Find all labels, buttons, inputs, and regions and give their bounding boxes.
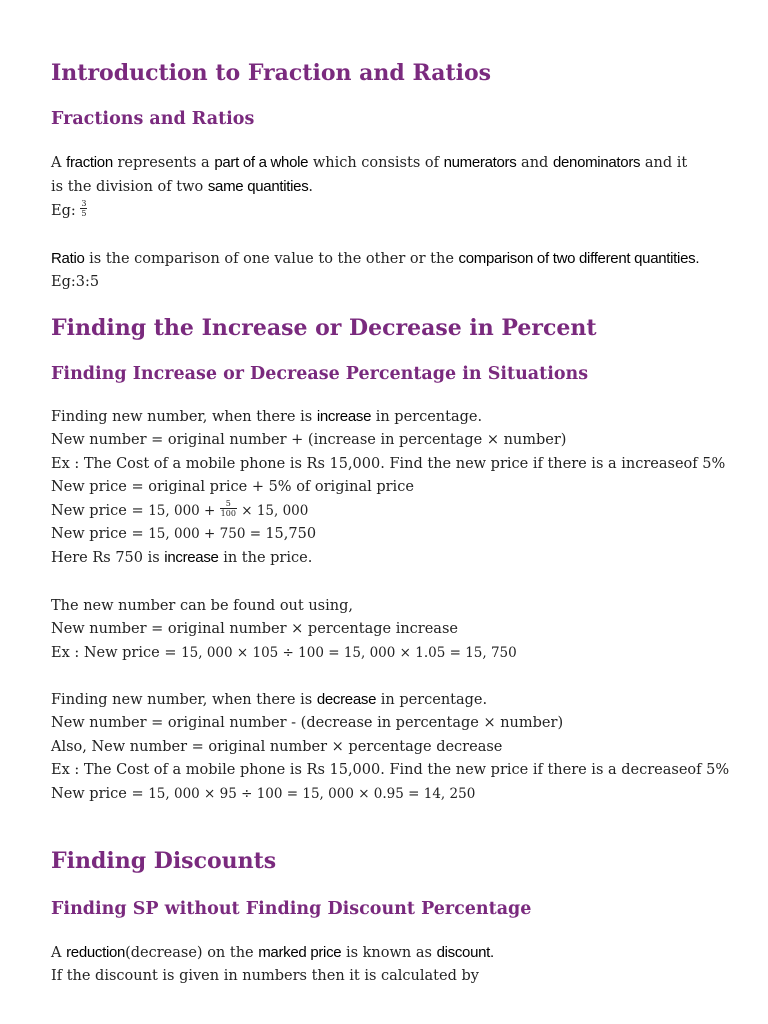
example-label: Eg: <box>51 202 81 219</box>
keyword-denominators: denominators <box>552 154 641 171</box>
text: (decrease) on the <box>125 945 259 961</box>
keyword-comparison: comparison of two different quantities. <box>458 250 700 267</box>
text: is the division of two <box>51 179 208 196</box>
text: which consists of <box>308 155 444 171</box>
paragraph-discount-definition <box>51 941 741 989</box>
section-title-discounts: Finding Discounts <box>51 848 277 874</box>
math-expression: 15, 000 + 750 = <box>148 526 266 543</box>
text: The new number can be found out using, <box>51 598 353 614</box>
math-expression: 15, 000 + <box>148 502 220 519</box>
formula-new-price: New price = original price + 5% of original price <box>51 479 414 496</box>
keyword-ratio: Ratio <box>51 250 85 267</box>
fraction-5-100 <box>220 499 237 518</box>
math-expression: 15, 000 × 105 ÷ 100 = 15, 000 × 1.05 = 15, 750 <box>181 644 517 661</box>
text: in percentage. <box>371 409 483 425</box>
math-expression: 15, 000 × 95 ÷ 100 = 15, 000 × 0.95 = 14, 250 <box>148 785 476 802</box>
text: . <box>308 179 314 196</box>
keyword-increase: increase <box>164 549 219 567</box>
text: in percentage. <box>376 692 488 708</box>
fraction-example <box>80 199 87 218</box>
text: in the price. <box>218 550 313 567</box>
text: and it <box>640 155 688 171</box>
example-ratio: Eg:3:5 <box>51 274 100 291</box>
math-expression: × 15, 000 <box>236 502 309 519</box>
paragraph-ratio-definition <box>51 247 741 295</box>
text: is known as <box>341 945 437 961</box>
subsection-title-sp-without-discount: Finding SP without Finding Discount Percentage <box>51 899 532 919</box>
keyword-marked-price: marked price <box>258 944 342 961</box>
paragraph-decrease <box>51 688 741 806</box>
paragraph-increase <box>51 405 741 571</box>
text: Here Rs 750 is <box>51 550 165 567</box>
keyword-same-quantities: same quantities <box>207 178 309 196</box>
subsection-title-percent-situations: Finding Increase or Decrease Percentage in Situations <box>51 364 589 384</box>
paragraph-new-number-formula <box>51 595 741 665</box>
keyword-increase: increase <box>316 408 372 425</box>
keyword-numerators: numerators <box>443 154 517 171</box>
fraction-numerator: 5 <box>220 499 237 509</box>
text: is the comparison of one value to the other or the <box>84 251 459 267</box>
fraction-denominator: 100 <box>220 509 236 519</box>
keyword-part-of-whole: part of a whole <box>214 154 309 171</box>
text: represents a <box>112 155 215 171</box>
keyword-reduction: reduction <box>66 944 126 961</box>
example-increase: Ex : The Cost of a mobile phone is Rs 15,000. Find the new price if there is a increaseof 5% <box>51 455 726 472</box>
formula-decrease: New number = original number - (decrease in percentage × number) <box>51 715 564 732</box>
text: A <box>51 155 67 171</box>
formula-increase: New number = original number + (increase in percentage × number) <box>51 432 567 449</box>
text: and <box>516 155 553 171</box>
fraction-numerator: 3 <box>81 199 87 209</box>
text: Finding new number, when there is <box>51 692 317 708</box>
text: New price = <box>51 785 149 802</box>
fraction-denominator: 5 <box>81 209 87 219</box>
text: New price = <box>51 526 149 543</box>
keyword-discount: discount. <box>436 944 494 961</box>
paragraph-fraction-definition <box>51 151 731 223</box>
text: New price = <box>51 502 149 519</box>
text: Finding new number, when there is <box>51 409 317 425</box>
section-title-intro: Introduction to Fraction and Ratios <box>51 60 492 86</box>
text: If the discount is given in numbers then it is calculated by <box>51 968 479 985</box>
formula-percentage-increase: New number = original number × percentage increase <box>51 621 458 638</box>
example-decrease: Ex : The Cost of a mobile phone is Rs 15,000. Find the new price if there is a decreaseof 5% <box>51 762 730 779</box>
subsection-title-fractions-ratios: Fractions and Ratios <box>51 109 255 129</box>
text: 15,750 <box>265 526 317 543</box>
section-title-percent: Finding the Increase or Decrease in Percent <box>51 315 597 341</box>
text: A <box>51 945 67 961</box>
keyword-fraction: fraction <box>66 154 113 171</box>
keyword-decrease: decrease <box>316 691 377 708</box>
text: Ex : New price = <box>51 644 182 661</box>
formula-percentage-decrease: Also, New number = original number × percentage decrease <box>51 738 503 755</box>
